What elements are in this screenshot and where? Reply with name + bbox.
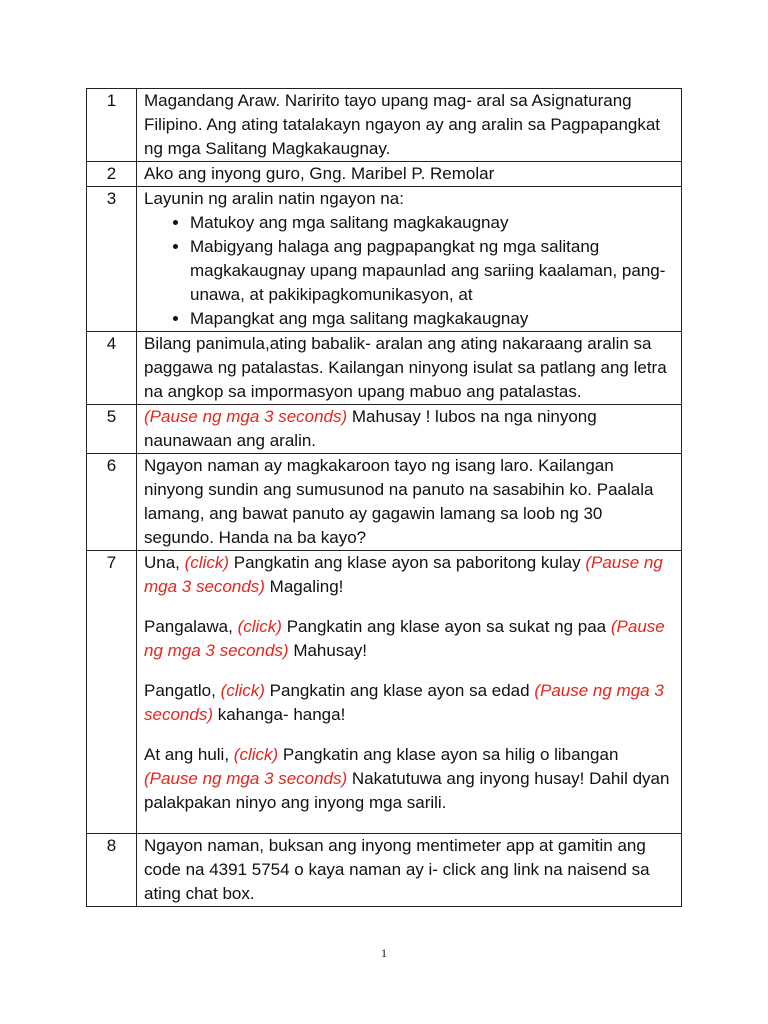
table-row-4 <box>87 332 682 405</box>
click-cue: (click) <box>184 553 230 572</box>
row-text <box>137 551 682 834</box>
instruction-text: Pangkatin ang klase ayon sa edad <box>264 681 535 700</box>
objective-item: • Matukoy ang mga salitang magkakaugnay <box>190 211 675 235</box>
row-number: 3 <box>87 187 137 332</box>
row-text <box>137 405 682 454</box>
pause-instruction: (Pause ng mga 3 seconds) <box>144 769 348 788</box>
instruction-lead: Pangatlo, <box>144 681 221 700</box>
row-text: Ako ang inyong guro, Gng. Maribel P. Remolar <box>137 162 682 187</box>
table-row-6 <box>87 454 682 551</box>
row-number: 6 <box>87 454 137 551</box>
row-number: 2 <box>87 162 137 187</box>
instruction-lead: At ang huli, <box>144 745 234 764</box>
game-instruction-4 <box>144 743 675 815</box>
objectives-list <box>144 211 675 331</box>
row-number: 5 <box>87 405 137 454</box>
row-text: Magandang Araw. Naririto tayo upang mag- aral sa Asignaturang Filipino. Ang ating tatalakayn ngayon ay ang aralin sa Pagpapangkat ng mga Salitang Magkakaugnay. <box>137 89 682 162</box>
script-table <box>86 88 682 907</box>
row-text: Bilang panimula,ating babalik- aralan ang ating nakaraang aralin sa paggawa ng patalastas. Kailangan ninyong isulat sa patlang ang letra na angkop sa impormasyon upang mabuo ang patalastas. <box>137 332 682 405</box>
table-row-1 <box>87 89 682 162</box>
pause-instruction: (Pause ng mga 3 seconds) <box>144 553 663 596</box>
table-row-3 <box>87 187 682 332</box>
praise-text: kahanga- hanga! <box>212 705 346 724</box>
objective-item: • Mabigyang halaga ang pagpapangkat ng mga salitang magkakaugnay upang mapaunlad ang sariing kaalaman, pang- unawa, at pakikipagkomunikasyon, at <box>190 235 675 307</box>
game-instruction-3 <box>144 679 675 727</box>
page-number: 1 <box>381 946 387 960</box>
row-text: Ngayon naman, buksan ang inyong mentimeter app at gamitin ang code na 4391 5754 o kaya naman ay i- click ang link na naisend sa ating chat box. <box>137 834 682 907</box>
praise-text: Mahusay! <box>288 641 368 660</box>
instruction-text: Pangkatin ang klase ayon sa hilig o libangan <box>278 745 619 764</box>
click-cue: (click) <box>220 681 265 700</box>
table-row-7 <box>87 551 682 834</box>
instruction-text: Pangkatin ang klase ayon sa paboritong kulay <box>229 553 586 572</box>
table-row-5 <box>87 405 682 454</box>
click-cue: (click) <box>237 617 282 636</box>
objectives-intro: Layunin ng aralin natin ngayon na: <box>144 189 404 208</box>
table-row-2 <box>87 162 682 187</box>
praise-text: Magaling! <box>264 577 344 596</box>
pause-instruction: (Pause ng mga 3 seconds) <box>144 681 664 724</box>
instruction-text: Pangkatin ang klase ayon sa sukat ng paa <box>281 617 611 636</box>
instruction-lead: Pangalawa, <box>144 617 238 636</box>
game-instruction-1 <box>144 551 675 599</box>
row-text-body: Mahusay ! lubos na nga ninyong naunawaan ang aralin. <box>144 407 597 450</box>
row-number: 4 <box>87 332 137 405</box>
instruction-lead: Una, <box>144 553 185 572</box>
table-row-8 <box>87 834 682 907</box>
game-instruction-2 <box>144 615 675 663</box>
objective-item: • Mapangkat ang mga salitang magkakaugnay <box>190 307 675 331</box>
click-cue: (click) <box>233 745 279 764</box>
pause-instruction: (Pause ng mga 3 seconds) <box>144 407 348 426</box>
praise-text: Nakatutuwa ang inyong husay! Dahil dyan palakpakan ninyo ang inyong mga sarili. <box>144 769 670 812</box>
row-number: 7 <box>87 551 137 834</box>
row-text <box>137 187 682 332</box>
pause-instruction: (Pause ng mga 3 seconds) <box>144 617 665 660</box>
row-number: 1 <box>87 89 137 162</box>
row-number: 8 <box>87 834 137 907</box>
row-text: Ngayon naman ay magkakaroon tayo ng isang laro. Kailangan ninyong sundin ang sumusunod na panuto na sasabihin ko. Paalala lamang, ang bawat panuto ay gagawin lamang sa loob ng 30 segundo. Handa na ba kayo? <box>137 454 682 551</box>
